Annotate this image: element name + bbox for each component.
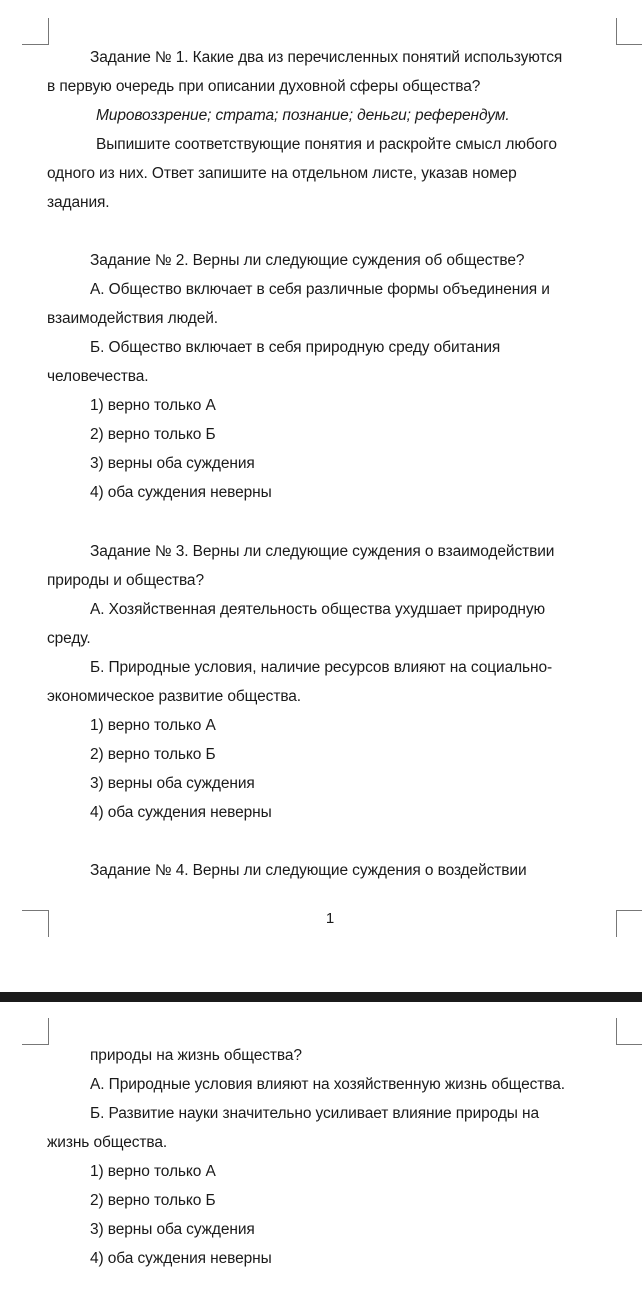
- page-corner-mark-top-left: [22, 1018, 49, 1045]
- task-3-title-line-2: природы и общества?: [47, 572, 204, 589]
- task-2-statement-b-line-1: Б. Общество включает в себя природную среду обитания: [90, 339, 501, 356]
- task-2-option-4: 4) оба суждения неверны: [90, 484, 272, 501]
- page-corner-mark-top-left: [22, 18, 49, 45]
- task-3-statement-a-line-1: А. Хозяйственная деятельность общества ухудшает природную: [90, 601, 546, 618]
- task-3-statement-b-line-2: экономическое развитие общества.: [47, 688, 302, 705]
- task-1-instruction-line-2: одного из них. Ответ запишите на отдельном листе, указав номер: [47, 165, 517, 182]
- task-4-option-3: 3) верны оба суждения: [90, 1221, 255, 1238]
- task-2-option-3: 3) верны оба суждения: [90, 455, 255, 472]
- task-1-title-line-2: в первую очередь при описании духовной сферы общества?: [47, 78, 481, 95]
- task-4-statement-b-line-1: Б. Развитие науки значительно усиливает влияние природы на: [90, 1105, 539, 1122]
- document-page-2: [0, 1002, 642, 1305]
- task-3-title-line-1: Задание № 3. Верны ли следующие суждения о взаимодействии: [90, 543, 555, 560]
- task-4-title-line-1: Задание № 4. Верны ли следующие суждения о воздействии: [90, 862, 527, 879]
- task-1-instruction-line-1: Выпишите соответствующие понятия и раскройте смысл любого: [96, 136, 557, 153]
- task-3-option-2: 2) верно только Б: [90, 746, 216, 763]
- task-4-statement-b-line-2: жизнь общества.: [47, 1134, 168, 1151]
- task-2-statement-a-line-2: взаимодействия людей.: [47, 310, 219, 327]
- task-2-statement-b-line-2: человечества.: [47, 368, 149, 385]
- task-4-option-4: 4) оба суждения неверны: [90, 1250, 272, 1267]
- page-corner-mark-bottom-left: [22, 910, 49, 937]
- task-3-option-1: 1) верно только А: [90, 717, 216, 734]
- task-1-terms-list: Мировоззрение; страта; познание; деньги; референдум.: [96, 107, 510, 124]
- task-1-instruction-line-3: задания.: [47, 194, 110, 211]
- task-3-option-3: 3) верны оба суждения: [90, 775, 255, 792]
- task-2-option-1: 1) верно только А: [90, 397, 216, 414]
- task-4-option-1: 1) верно только А: [90, 1163, 216, 1180]
- page-number: 1: [325, 910, 335, 927]
- task-2-statement-a-line-1: А. Общество включает в себя различные формы объединения и: [90, 281, 550, 298]
- task-3-option-4: 4) оба суждения неверны: [90, 804, 272, 821]
- page-corner-mark-top-right: [616, 18, 642, 45]
- task-4-title-line-2: природы на жизнь общества?: [90, 1047, 302, 1064]
- task-2-option-2: 2) верно только Б: [90, 426, 216, 443]
- page-corner-mark-bottom-right: [616, 910, 642, 937]
- task-2-title: Задание № 2. Верны ли следующие суждения об обществе?: [90, 252, 525, 269]
- page-separator: [0, 992, 642, 1002]
- page-corner-mark-top-right: [616, 1018, 642, 1045]
- task-1-title-line-1: Задание № 1. Какие два из перечисленных понятий используются: [90, 49, 563, 66]
- task-4-option-2: 2) верно только Б: [90, 1192, 216, 1209]
- task-3-statement-b-line-1: Б. Природные условия, наличие ресурсов влияют на социально-: [90, 659, 553, 676]
- task-4-statement-a: А. Природные условия влияют на хозяйственную жизнь общества.: [90, 1076, 565, 1093]
- task-3-statement-a-line-2: среду.: [47, 630, 91, 647]
